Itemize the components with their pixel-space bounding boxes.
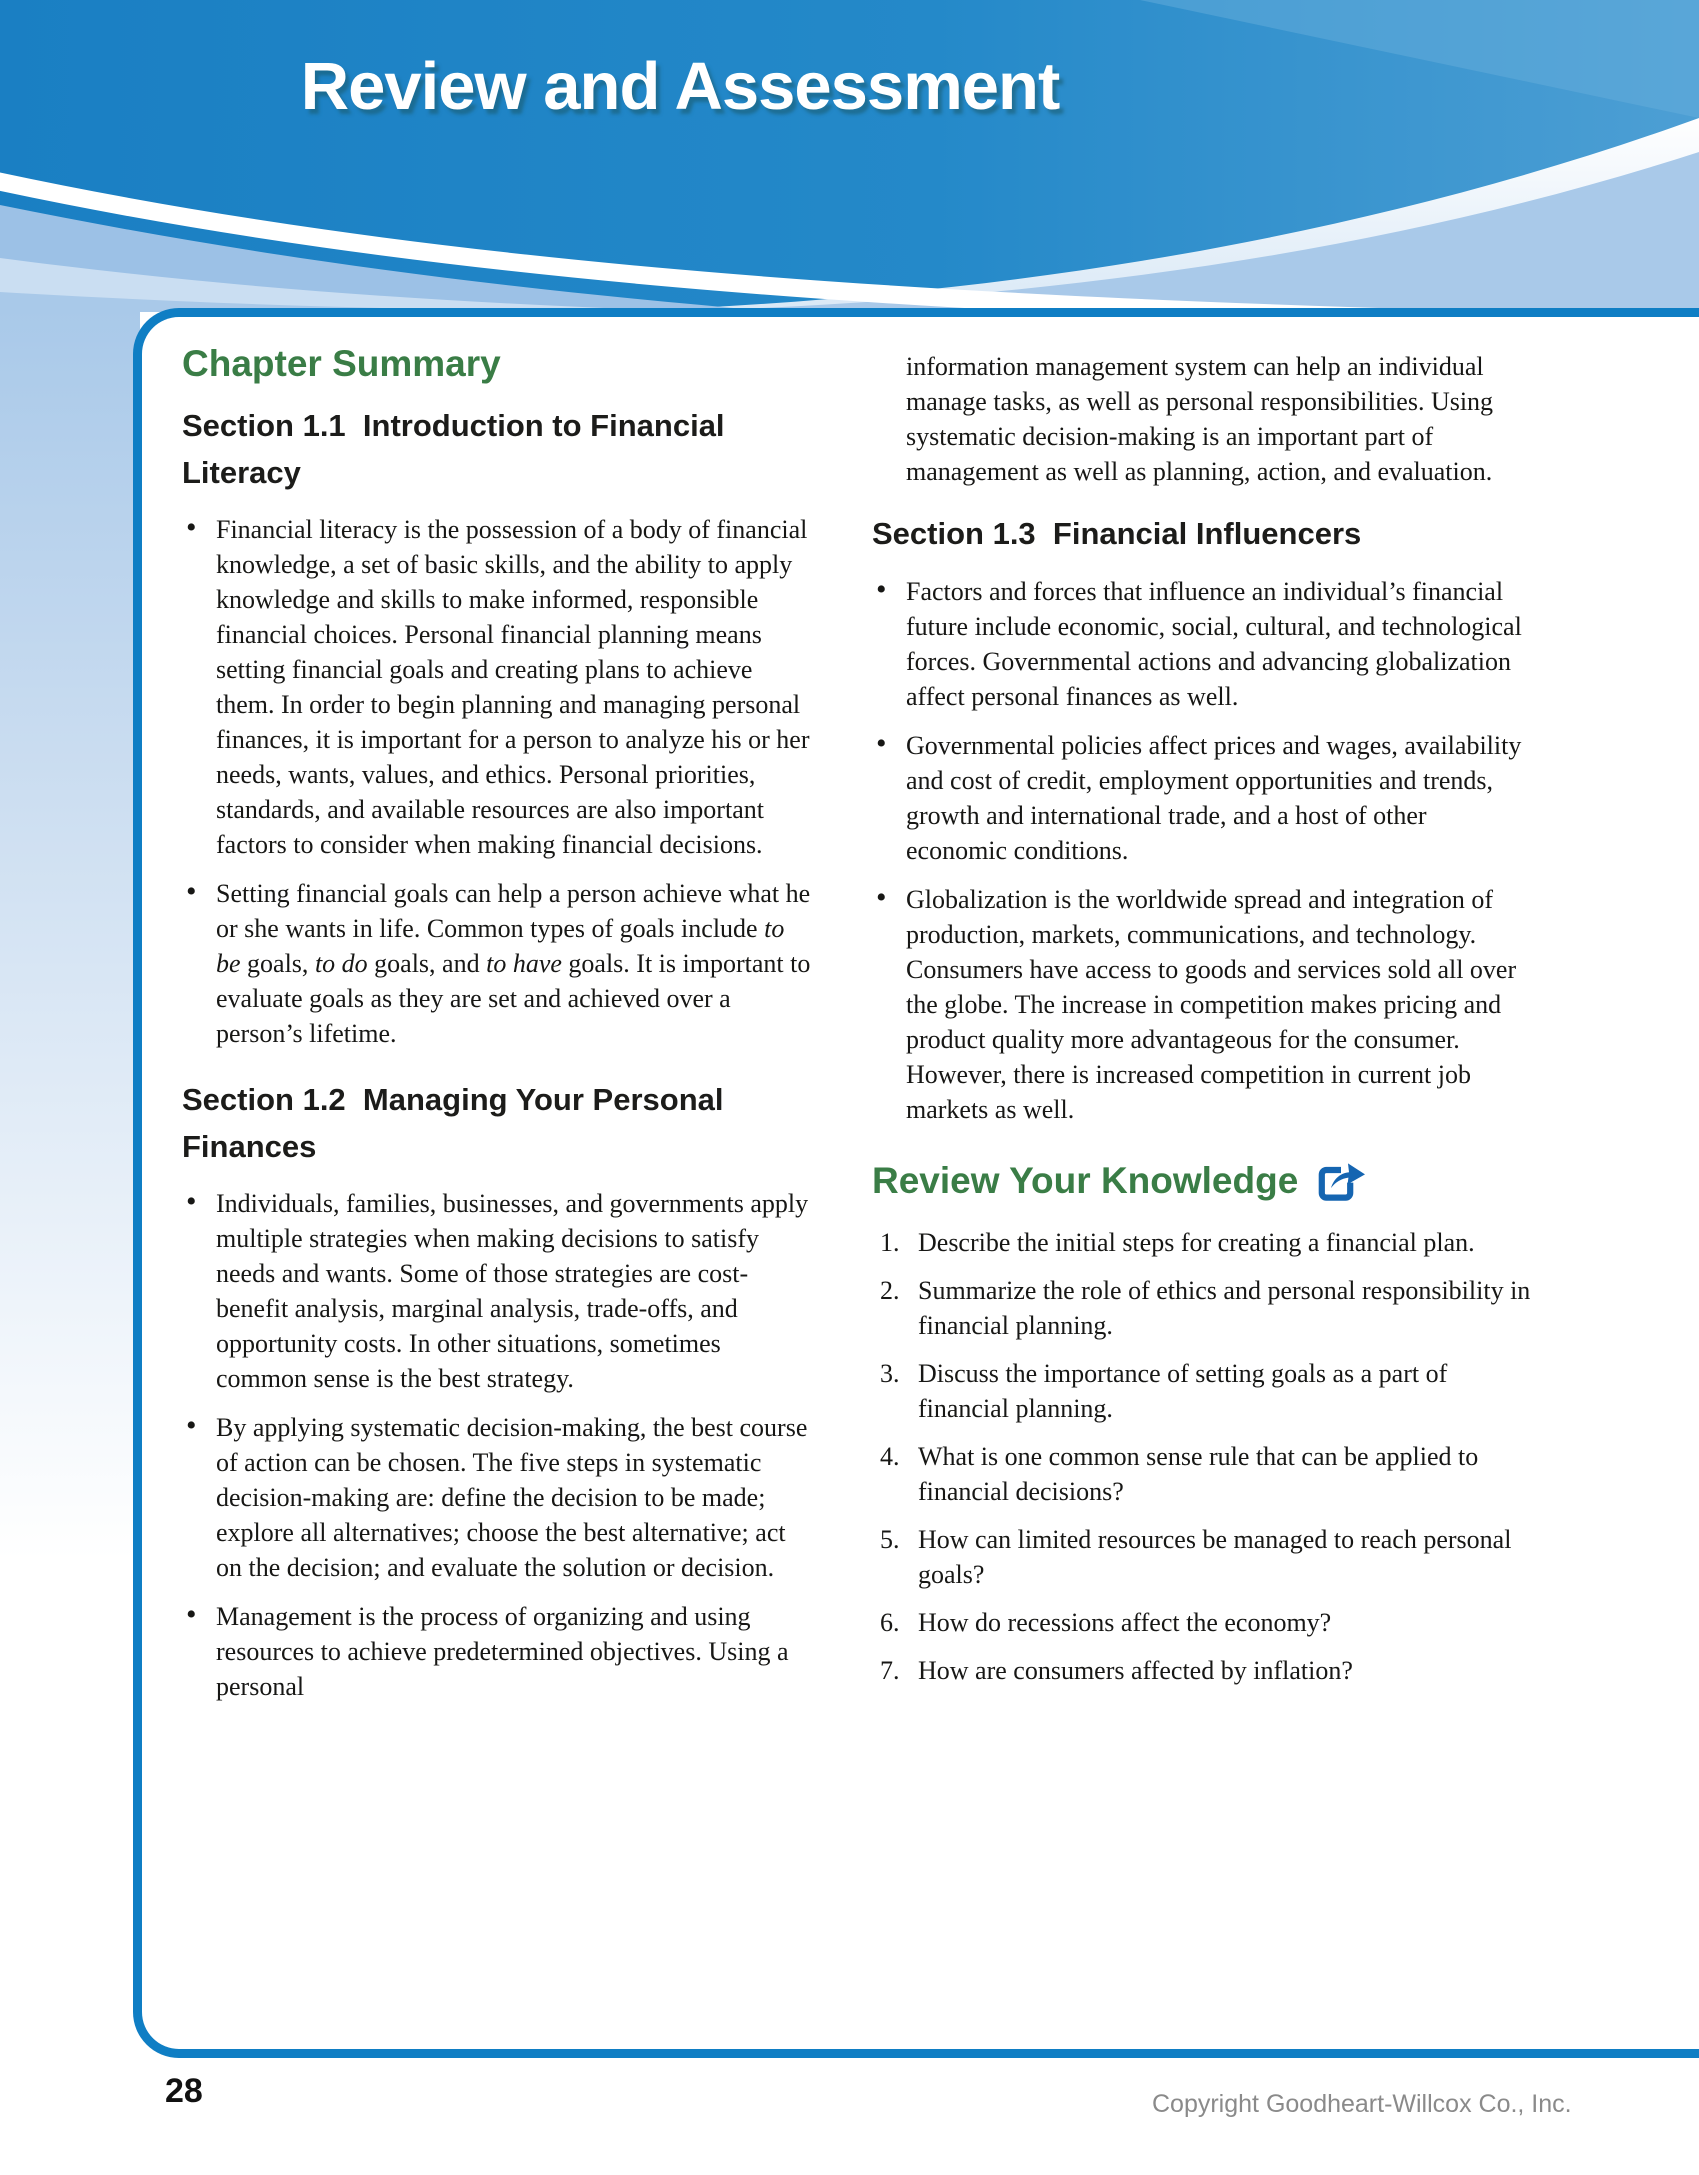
section-1-2-heading: Section 1.2 Managing Your Personal Finances <box>182 1082 724 1164</box>
banner-swoosh-graphic <box>0 0 1699 312</box>
content-box <box>133 308 1699 2058</box>
list-item: • Factors and forces that influence an individual’s financial future include economic, social, cultural, and technological forces. Governmental actions and advancing globalization affect personal finances as well. <box>872 574 1534 714</box>
page-title: Review and Assessment <box>300 49 1060 124</box>
page-banner <box>0 0 1699 312</box>
list-item: What is one common sense rule that can be applied to financial decisions? <box>918 1441 1479 1506</box>
copyright-text: Copyright Goodheart-Willcox Co., Inc. <box>1152 2090 1572 2118</box>
left-column <box>182 343 814 2049</box>
list-item: • Governmental policies affect prices and wages, availability and cost of credit, employment opportunities and trends, growth and international trade, and a host of other economic conditions. <box>872 728 1534 868</box>
section-1-1-heading: Section 1.1 Introduction to Financial Literacy <box>182 408 725 490</box>
section-1-1-bullet-list <box>182 512 814 1051</box>
left-margin-gradient <box>0 310 140 1560</box>
list-item: How can limited resources be managed to reach personal goals? <box>918 1524 1512 1589</box>
list-item: • Globalization is the worldwide spread and integration of production, markets, communications, and technology. Consumers have access to goods and services sold all over the globe. The increase in competition makes pricing and product quality more advantageous for the consumer. However, there is increased competition in current job markets as well. <box>872 882 1534 1127</box>
external-link-icon[interactable] <box>1314 1157 1366 1205</box>
list-item: How are consumers affected by inflation? <box>918 1655 1353 1685</box>
list-item: • Individuals, families, businesses, and governments apply multiple strategies when making decisions to satisfy needs and wants. Some of those strategies are cost-benefit analysis, marginal analysis, trade-offs, and opportunity costs. In other situations, sometimes common sense is the best strategy. <box>182 1186 814 1396</box>
list-item: • By applying systematic decision-making, the best course of action can be chosen. The five steps in systematic decision-making are: define the decision to be made; explore all alternatives; choose the best alternative; act on the decision; and evaluate the solution or decision. <box>182 1410 814 1585</box>
review-your-knowledge-heading <box>872 1157 1534 1205</box>
page-number: 28 <box>165 2072 203 2110</box>
list-item: Describe the initial steps for creating a financial plan. <box>918 1227 1475 1257</box>
section-1-2-bullet-list <box>182 1186 814 1704</box>
list-item: Discuss the importance of setting goals as a part of financial planning. <box>918 1358 1448 1423</box>
section-1-2-continuation-text: information management system can help an individual manage tasks, as well as personal responsibilities. Using systematic decision-making is an important part of management as well as planning, action, and evaluation. <box>906 352 1494 486</box>
list-item: • Financial literacy is the possession of a body of financial knowledge, a set of basic skills, and the ability to apply knowledge and skills to make informed, responsible financial choices. Personal financial planning means setting financial goals and creating plans to achieve them. In order to begin planning and managing personal finances, it is important for a person to analyze his or her needs, wants, values, and ethics. Personal priorities, standards, and available resources are also important factors to consider when making financial decisions. <box>182 512 814 862</box>
list-item: • Setting financial goals can help a person achieve what he or she wants in life. Common types of goals include to be goals, to do goals, and to have goals. It is important to evaluate goals as they are set and achieved over a person’s lifetime. <box>182 876 814 1051</box>
review-question-list <box>872 1225 1534 1688</box>
review-your-knowledge-label: Review Your Knowledge <box>872 1159 1299 1201</box>
chapter-summary-heading: Chapter Summary <box>182 343 501 384</box>
right-column <box>872 343 1534 2049</box>
list-item: How do recessions affect the economy? <box>918 1607 1332 1637</box>
list-item: Summarize the role of ethics and personal responsibility in financial planning. <box>918 1275 1531 1340</box>
list-item: • Management is the process of organizing and using resources to achieve predetermined objectives. Using a personal <box>182 1599 814 1704</box>
section-1-3-heading: Section 1.3 Financial Influencers <box>872 516 1362 551</box>
section-1-3-bullet-list <box>872 574 1534 1127</box>
